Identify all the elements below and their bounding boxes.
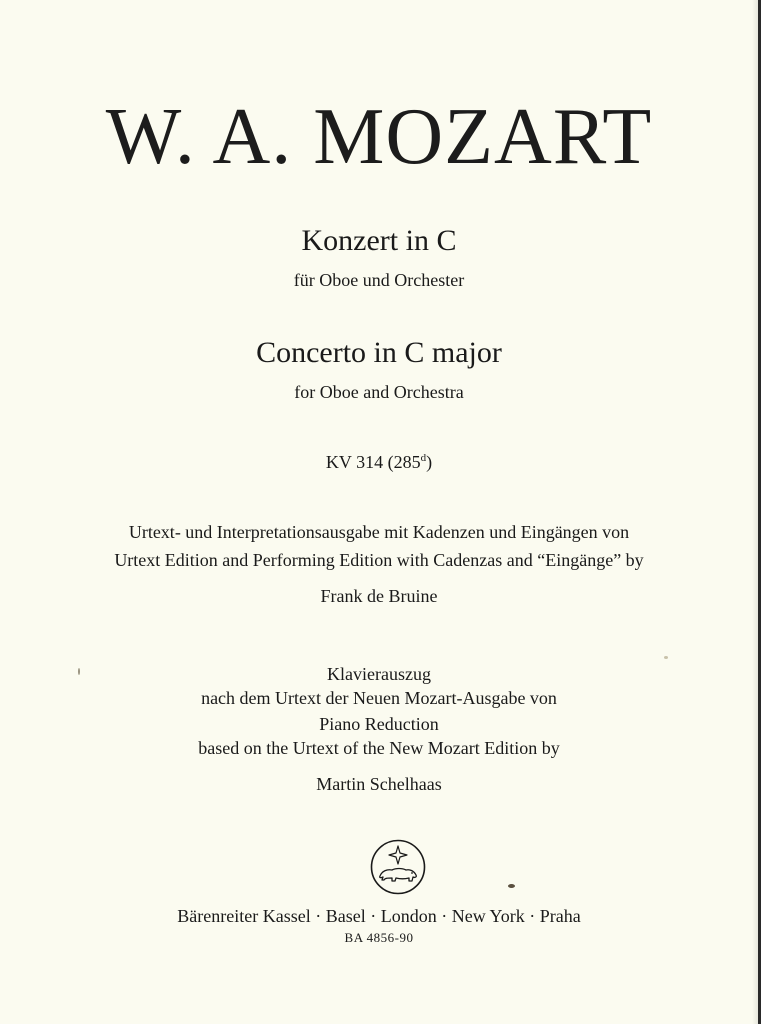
reduction-source-german: nach dem Urtext der Neuen Mozart-Ausgabe von	[201, 688, 557, 708]
print-speck	[664, 656, 668, 659]
editor-name: Frank de Bruine	[320, 586, 438, 606]
catalog-number-main: KV 314 (285	[325, 452, 421, 472]
publisher-line: Bärenreiter Kassel · Basel · London · New York · Praha	[177, 906, 581, 926]
baerenreiter-bear-star-logo-icon	[369, 838, 427, 896]
arranger-name: Martin Schelhaas	[316, 774, 442, 794]
subtitle-german: für Oboe und Orchester	[293, 270, 465, 290]
catalog-number-close: )	[426, 452, 433, 472]
edition-description-english: Urtext Edition and Performing Edition with Cadenzas and “Eingänge” by	[114, 550, 644, 570]
subtitle-english: for Oboe and Orchestra	[294, 382, 464, 402]
edition-description-german: Urtext- und Interpretationsausgabe mit Kadenzen und Eingängen von	[128, 522, 630, 542]
composer-name: W. A. MOZART	[105, 93, 653, 181]
catalog-number	[0, 452, 758, 473]
publisher-code: BA 4856-90	[344, 930, 414, 945]
reduction-title-german: Klavierauszug	[327, 664, 431, 684]
title-english: Concerto in C major	[256, 336, 502, 369]
reduction-source-english: based on the Urtext of the New Mozart Edition by	[198, 738, 560, 758]
print-speck	[508, 884, 515, 888]
title-german: Konzert in C	[301, 224, 457, 257]
catalog-number-superscript: d	[420, 452, 427, 464]
page-edge	[758, 0, 761, 1024]
print-speck	[78, 668, 80, 675]
reduction-title-english: Piano Reduction	[319, 714, 439, 734]
